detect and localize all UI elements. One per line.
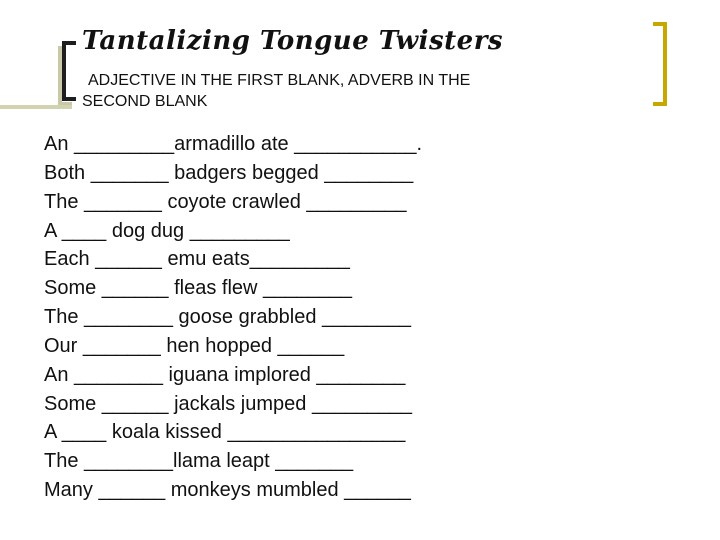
subtitle-line-2: SECOND BLANK (82, 93, 208, 110)
sentence-line: Some ______ jackals jumped _________ (44, 392, 413, 415)
sentence-line: Both _______ badgers begged ________ (44, 161, 414, 184)
sentence-line: Some ______ fleas flew ________ (44, 277, 353, 300)
subtitle-line-1: ADJECTIVE IN THE FIRST BLANK, ADVERB IN THE (88, 72, 471, 89)
sentence-line: A ____ koala kissed ________________ (44, 421, 406, 444)
slide-title: Tantalizing Tongue Twisters (82, 26, 504, 56)
slide-subtitle (82, 70, 602, 112)
sentence-line: The ________llama leapt _______ (44, 450, 354, 473)
top-rule-decoration (0, 105, 72, 109)
sentence-line: Our _______ hen hopped ______ (44, 334, 345, 357)
sentence-list (44, 130, 422, 505)
sentence-line: Each ______ emu eats_________ (44, 248, 350, 271)
sentence-line: The _______ coyote crawled _________ (44, 190, 407, 213)
sentence-line: An ________ iguana implored ________ (44, 363, 406, 386)
sentence-line: Many ______ monkeys mumbled ______ (44, 479, 411, 502)
sentence-line: A ____ dog dug _________ (44, 219, 290, 242)
left-bracket-decoration (62, 41, 76, 101)
sentence-line: An _________armadillo ate ___________. (44, 133, 423, 155)
sentence-line: The ________ goose grabbled ________ (44, 306, 411, 329)
right-bracket-decoration (653, 22, 667, 106)
